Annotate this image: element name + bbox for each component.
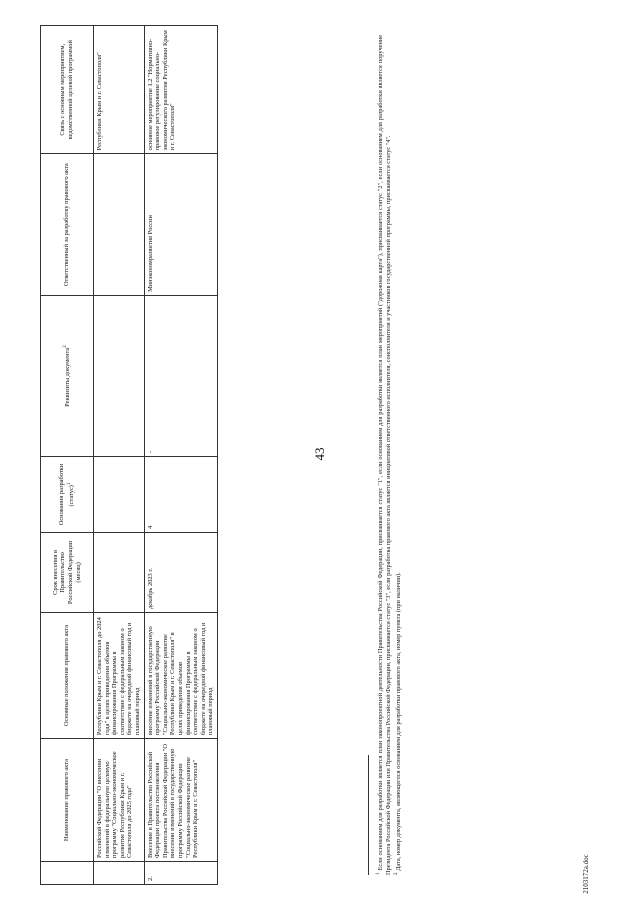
cell-term: декабрь 2023 г. xyxy=(144,532,217,612)
cell-link: основное мероприятие 1.2 "Нормативно-правовое регулирование социально-экономического развития Республики Крым и г. Севастополя" xyxy=(144,26,217,154)
header-number xyxy=(41,861,94,884)
header-responsible: Ответственный за разработку правового акта xyxy=(41,154,94,296)
cell-provisions: внесение изменений в государственную программу Российской Федерации "Социально-экономическое развитие Республики Крым и г. Севастополя" в целях приведения объемов финансирования Программы в соответствие с федеральным законом о бюджете на очередной финансовый год и плановый период xyxy=(144,612,217,738)
cell-number: 2. xyxy=(144,861,217,884)
footnote-mark-1: 1 xyxy=(66,482,72,486)
footnote-2: $^2$ Дата, номер документа, являющегося основанием для разработки правового акта, номер пункта (при наличии). xyxy=(394,572,403,875)
header-act-name: Наименование правового акта xyxy=(41,739,94,862)
table-header-row xyxy=(41,26,94,885)
header-requisites: Реквизиты документа$^2$ xyxy=(41,295,94,456)
cell-basis xyxy=(94,457,145,533)
document-id: 2103172а.doc xyxy=(582,854,590,894)
cell-term xyxy=(94,532,145,612)
header-provisions: Основные положения правового акта xyxy=(41,612,94,738)
header-link: Связь с основным мероприятием, ведомственной целевой программой xyxy=(41,26,94,154)
header-basis: Основания разработки (статус)$^1$ xyxy=(41,457,94,533)
footnote-1: $^1$ Если основанием для разработки является план законопроектной деятельности Правительства Российской Федерации, присваивается статус "1", если основанием для разработки является план мероприятий ("дорожная карта"), присваивается статус "2", если основанием для разработки является поручение Президента Российской Федерации или Правительства Российской Федерации, присваивается статус "3", если разработка правового акта является инициативой ответственного исполнителя, соисполнителя и участников государственной программы, присваивается статус "4". xyxy=(376,35,393,875)
header-term: Срок внесения в Правительство Российской Федерации (месяц) xyxy=(41,532,94,612)
cell-responsible: Минэкономразвития России xyxy=(144,154,217,296)
page-number: 43 xyxy=(312,447,327,461)
table-row xyxy=(94,26,145,885)
cell-number xyxy=(94,861,145,884)
footnote-mark-2: 2 xyxy=(63,345,69,348)
cell-act-name: Внесение в Правительство Российской Федерации проекта постановления Правительства Российской Федерации "О внесении изменений в государственную программу Российской Федерации "Социально-экономическое развитие Республики Крым и г. Севастополя" xyxy=(144,739,217,862)
cell-requisites xyxy=(94,295,145,456)
cell-provisions: Республики Крым и г. Севастополя до 2024 года" в целях приведения объемов финансирования Программы в соответствие с федеральным законом о бюджете на очередной финансовый год и плановый период xyxy=(94,612,145,738)
footnote-1-mark: 1 xyxy=(376,872,381,875)
table-row xyxy=(144,26,217,885)
cell-basis: 4 xyxy=(144,457,217,533)
cell-act-name: Российской Федерации "О внесении изменений в федеральную целевую программу "Социально-экономическое развитие Республики Крым и г. Севастополя до 2025 года" xyxy=(94,739,145,862)
cell-requisites: - xyxy=(144,295,217,456)
cell-link: Республики Крым и г. Севастополя" xyxy=(94,26,145,154)
footnote-2-mark: 2 xyxy=(394,872,400,875)
footnotes xyxy=(368,35,403,875)
cell-responsible xyxy=(94,154,145,296)
footnote-divider xyxy=(368,755,369,875)
legal-acts-table xyxy=(40,25,218,885)
